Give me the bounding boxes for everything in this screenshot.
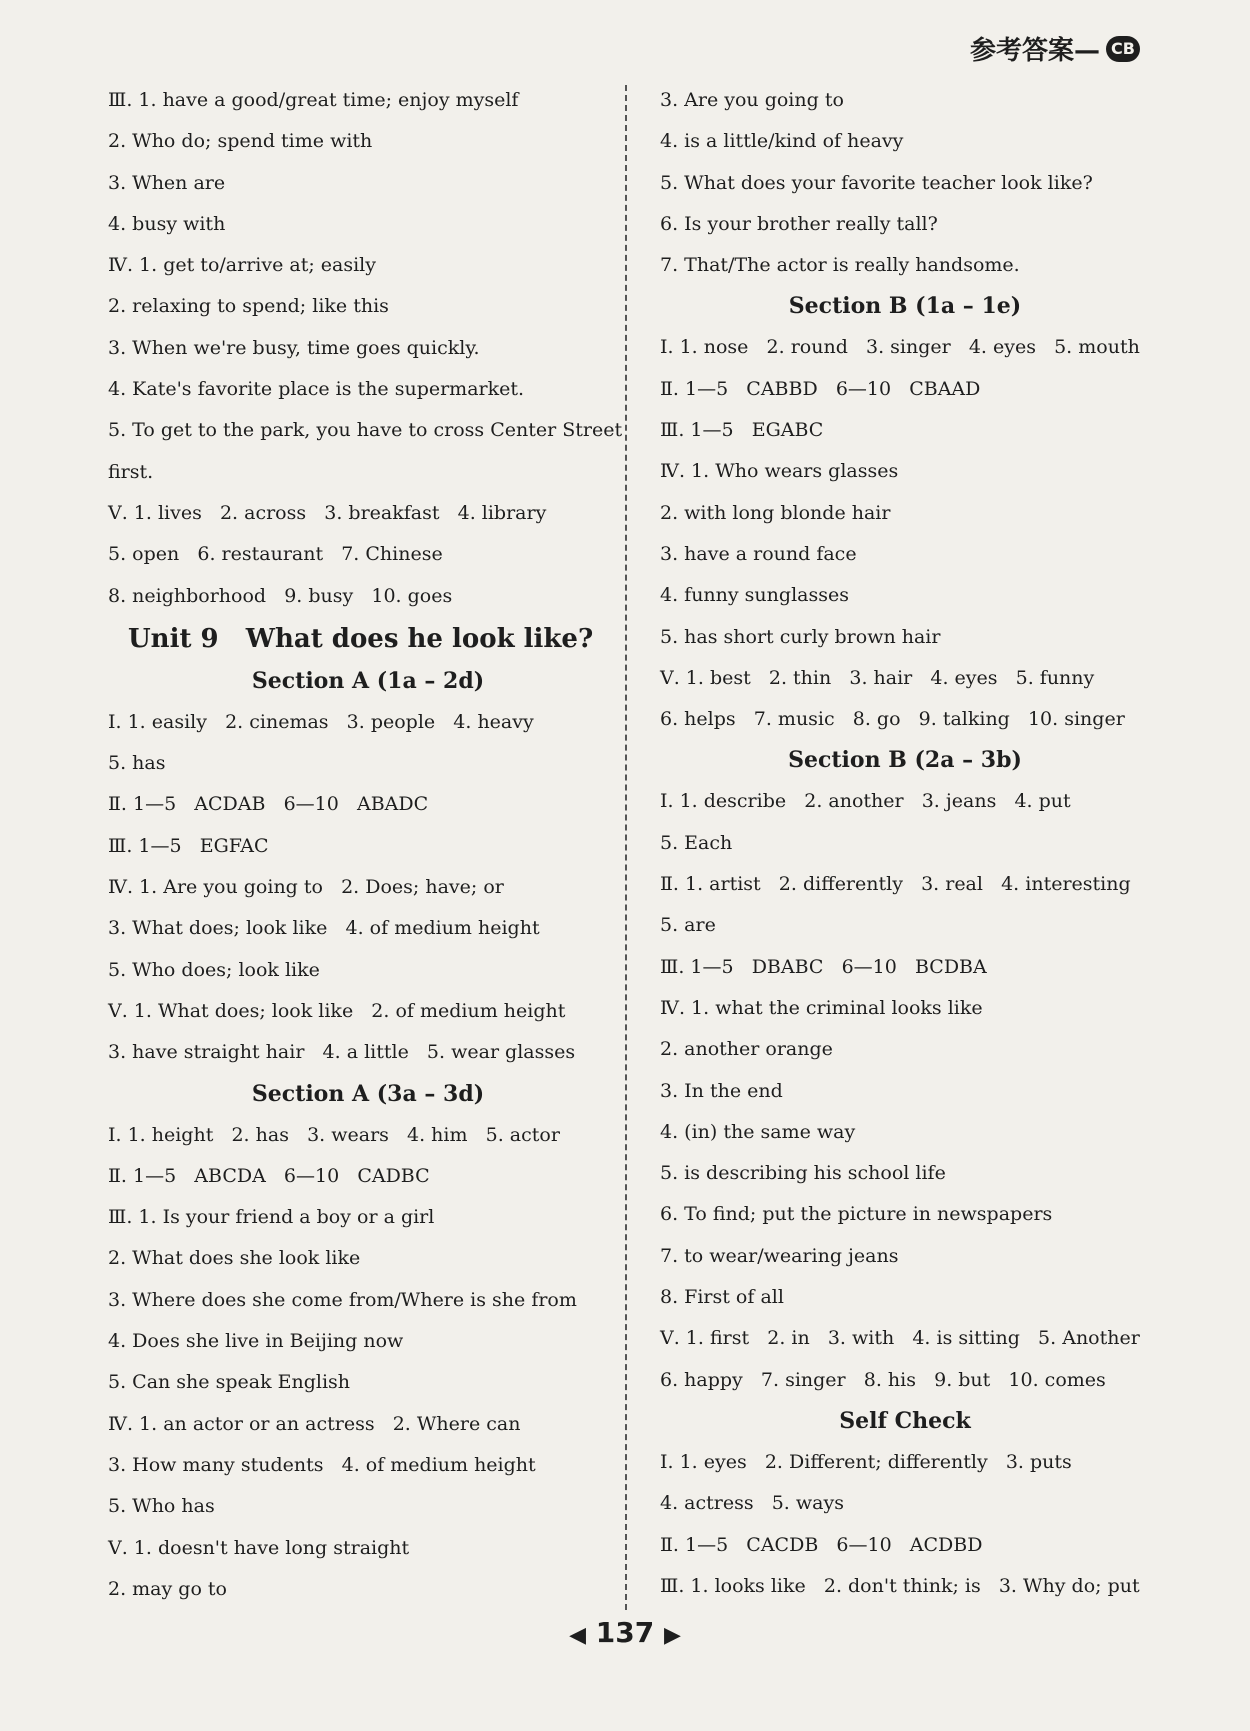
answer-line: Ⅲ. 1. have a good/great time; enjoy myself: [108, 89, 519, 111]
prev-arrow-icon: ◀: [569, 1623, 587, 1648]
answer-line: 8. First of all: [660, 1286, 784, 1309]
answer-line: 2. What does she look like: [108, 1247, 361, 1270]
answer-line: Ⅱ. 1. artist 2. differently 3. real 4. interesting: [660, 873, 1131, 896]
left-column: [108, 80, 628, 1610]
answer-line: Ⅴ. 1. best 2. thin 3. hair 4. eyes 5. funny: [660, 666, 1095, 689]
answer-line: 8. neighborhood 9. busy 10. goes: [108, 584, 453, 607]
answer-line: 3. In the end: [660, 1079, 783, 1102]
answer-line: 4. is a little/kind of heavy: [660, 130, 904, 153]
answer-line: 3. How many students 4. of medium height: [108, 1453, 536, 1476]
answer-line: 5. open 6. restaurant 7. Chinese: [108, 543, 443, 566]
header-logo-icon: CB: [1106, 36, 1140, 62]
answer-line: Ⅳ. 1. an actor or an actress 2. Where can: [108, 1412, 521, 1435]
answer-line: 3. Are you going to: [660, 89, 844, 111]
answer-line: 6. helps 7. music 8. go 9. talking 10. singer: [660, 708, 1125, 731]
answer-line: Ⅲ. 1—5 EGABC: [660, 419, 824, 442]
answer-line: 4. actress 5. ways: [660, 1492, 844, 1515]
answer-line: 2. may go to: [108, 1577, 228, 1600]
answer-line: 6. happy 7. singer 8. his 9. but 10. comes: [660, 1368, 1106, 1391]
answer-line: Ⅰ. 1. eyes 2. Different; differently 3. puts: [660, 1450, 1072, 1473]
answer-line: 5. What does your favorite teacher look like?: [660, 171, 1093, 194]
answer-line: 4. funny sunglasses: [660, 584, 849, 607]
page-footer: [0, 1616, 1250, 1649]
answer-line: Ⅱ. 1—5 CABBD 6—10 CBAAD: [660, 377, 981, 400]
page-number: 137: [595, 1616, 655, 1649]
answer-line: Ⅱ. 1—5 CACDB 6—10 ACDBD: [660, 1533, 983, 1556]
answer-line: 7. to wear/wearing jeans: [660, 1244, 899, 1267]
answer-line: 3. When are: [108, 171, 226, 194]
answer-line: Ⅴ. 1. lives 2. across 3. breakfast 4. library: [108, 501, 547, 524]
answer-line: Ⅱ. 1—5 ABCDA 6—10 CADBC: [108, 1164, 430, 1187]
unit-title: Unit 9 What does he look like?: [128, 623, 594, 654]
answer-line: 2. with long blonde hair: [660, 501, 891, 524]
answer-line: Ⅴ. 1. doesn't have long straight: [108, 1536, 410, 1559]
answer-line: 4. busy with: [108, 212, 226, 235]
answer-line: 4. (in) the same way: [660, 1120, 856, 1143]
right-column: [660, 80, 1150, 1607]
answer-line: 6. Is your brother really tall?: [660, 212, 938, 235]
answer-line: 2. Who do; spend time with: [108, 130, 373, 153]
answer-line: Ⅱ. 1—5 ACDAB 6—10 ABADC: [108, 793, 429, 816]
answer-line: 3. have straight hair 4. a little 5. wear glasses: [108, 1041, 576, 1064]
page-header: [970, 30, 1140, 67]
answer-line: 2. another orange: [660, 1038, 833, 1061]
answer-line: Ⅰ. 1. describe 2. another 3. jeans 4. put: [660, 790, 1071, 813]
answer-line: Ⅲ. 1—5 DBABC 6—10 BCDBA: [660, 955, 987, 978]
answer-line: 3. When we're busy, time goes quickly.: [108, 336, 480, 359]
next-arrow-icon: ▶: [663, 1623, 681, 1648]
answer-line: 5. is describing his school life: [660, 1162, 946, 1185]
answer-line: Ⅳ. 1. Are you going to 2. Does; have; or: [108, 876, 504, 899]
answer-line: Ⅳ. 1. Who wears glasses: [660, 460, 899, 483]
answer-line: 3. What does; look like 4. of medium height: [108, 917, 540, 940]
answer-line: Ⅴ. 1. first 2. in 3. with 4. is sitting 5. Another: [660, 1327, 1140, 1350]
section-title: Section A (1a – 2d): [251, 667, 485, 694]
header-title: 参考答案—: [969, 36, 1100, 66]
answer-line: Ⅲ. 1. Is your friend a boy or a girl: [108, 1206, 435, 1229]
answer-line: Ⅴ. 1. What does; look like 2. of medium height: [108, 999, 566, 1022]
answer-line: 6. To find; put the picture in newspapers: [660, 1203, 1053, 1226]
answer-line: Ⅰ. 1. nose 2. round 3. singer 4. eyes 5. mouth: [660, 336, 1140, 359]
answer-line: first.: [108, 460, 154, 483]
answer-line: 2. relaxing to spend; like this: [108, 295, 389, 318]
answer-line: 5. To get to the park, you have to cross Center Street: [108, 419, 623, 442]
answer-line: 3. have a round face: [660, 542, 857, 565]
answer-line: Ⅰ. 1. height 2. has 3. wears 4. him 5. actor: [108, 1123, 560, 1146]
answer-line: Ⅳ. 1. what the criminal looks like: [660, 996, 983, 1019]
answer-line: Ⅰ. 1. easily 2. cinemas 3. people 4. heavy: [108, 710, 534, 733]
answer-line: 5. Can she speak English: [108, 1371, 351, 1394]
answer-line: Ⅳ. 1. get to/arrive at; easily: [108, 254, 376, 277]
answer-line: Ⅲ. 1. looks like 2. don't think; is 3. Why do; put: [660, 1574, 1140, 1597]
answer-line: 4. Kate's favorite place is the supermarket.: [108, 378, 525, 401]
section-title: Self Check: [839, 1407, 971, 1434]
answer-line: 5. Who has: [108, 1495, 215, 1518]
answer-line: 5. Each: [660, 831, 733, 854]
answer-line: 5. are: [660, 914, 716, 937]
answer-line: 4. Does she live in Beijing now: [108, 1330, 404, 1353]
answer-line: Ⅲ. 1—5 EGFAC: [108, 834, 269, 857]
answer-line: 5. has: [108, 752, 166, 775]
answer-line: 3. Where does she come from/Where is she from: [108, 1288, 577, 1311]
answer-line: 5. Who does; look like: [108, 958, 320, 981]
answer-line: 5. has short curly brown hair: [660, 625, 941, 648]
section-title: Section B (2a – 3b): [788, 747, 1022, 774]
section-title: Section A (3a – 3d): [251, 1080, 485, 1107]
answer-line: 7. That/The actor is really handsome.: [660, 254, 1020, 277]
section-title: Section B (1a – 1e): [788, 293, 1022, 320]
